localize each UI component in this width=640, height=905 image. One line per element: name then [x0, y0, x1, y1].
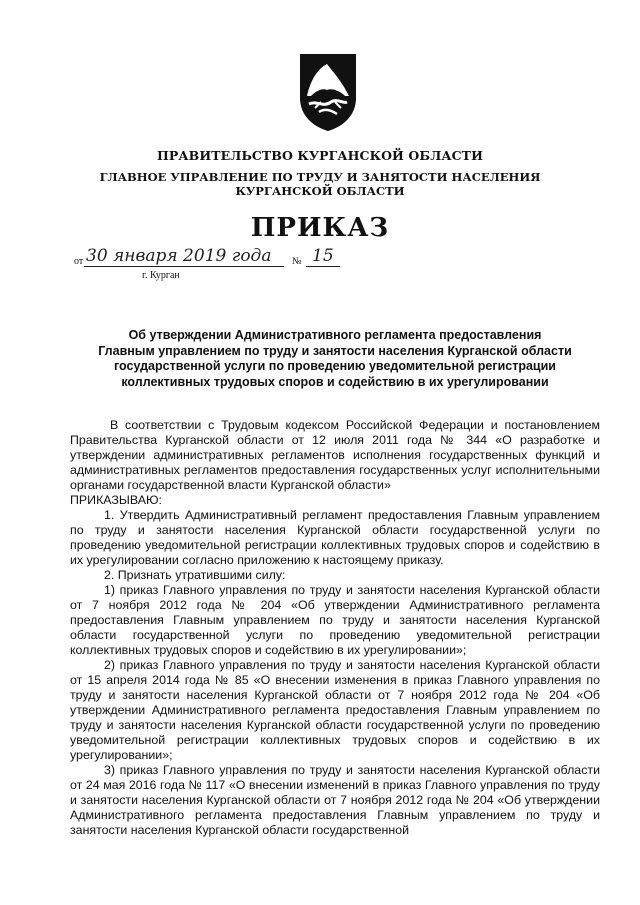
- item-2-paragraph: 2. Признать утратившими силу:: [104, 568, 286, 582]
- handwritten-date: 30 января 2019 года: [86, 246, 272, 266]
- organization-name: ПРАВИТЕЛЬСТВО КУРГАНСКОЙ ОБЛАСТИ: [157, 148, 483, 163]
- item-2-1-paragraph: 1) приказ Главного управления по труду и занятости населения Курганской области от 7 ноября 2012 года № 204 «Об утверждении Административного регламента предоставления Главным управлением по труду и занятости населения Курганской области государственной услуги по проведению уведомительной регистрации коллективных трудовых споров и содействию в их урегулировании»;: [70, 583, 600, 657]
- order-title: [70, 328, 600, 390]
- department-name-line1: ГЛАВНОЕ УПРАВЛЕНИЕ ПО ТРУДУ И ЗАНЯТОСТИ НАСЕЛЕНИЯ: [99, 170, 541, 184]
- item-2-2-paragraph: 2) приказ Главного управления по труду и занятости населения Курганской области от 15 апреля 2014 года № 85 «О внесении изменения в приказ Главного управления по труду и занятости населения Курганской области от 7 ноября 2012 года № 204 «Об утверждении Административного регламента предоставления Главным управлением по труду и занятости населения Курганской области государственной услуги по проведению уведомительной регистрации коллективных трудовых споров и содействию в их урегулировании»;: [70, 658, 600, 762]
- order-title-line4: коллективных трудовых споров и содействию в их урегулировании: [121, 374, 549, 389]
- order-word: ПРИКАЗЫВАЮ:: [70, 493, 162, 507]
- handwritten-number: 15: [312, 246, 334, 266]
- coat-of-arms-icon: [297, 52, 359, 132]
- city-label: г. Курган: [142, 270, 180, 281]
- department-name-line2: КУРГАНСКОЙ ОБЛАСТИ: [235, 184, 405, 198]
- number-label: №: [292, 256, 302, 267]
- date-number-line: [70, 246, 370, 286]
- number-underline: [306, 266, 340, 267]
- order-title-line1: Об утверждении Административного регламента предоставления: [128, 328, 542, 342]
- document-type: ПРИКАЗ: [250, 213, 390, 243]
- order-title-line3: государственной услуги по проведению уведомительной регистрации: [114, 359, 556, 373]
- item-1-paragraph: 1. Утвердить Административный регламент предоставления Главным управлением по труду и занятости населения Курганской области государственной услуги по проведению уведомительной регистрации коллективных трудовых споров и содействию в их урегулировании согласно приложению к настоящему приказу.: [70, 508, 600, 567]
- item-2-3-paragraph: 3) приказ Главного управления по труду и занятости населения Курганской области от 24 мая 2016 года № 117 «О внесении изменений в приказ Главного управления по труду и занятости населения Курганской области от 7 ноября 2012 года № 204 «Об утверждении Административного регламента предоставления Главным управлением по труду и занятости населения Курганской области государственной: [70, 763, 600, 837]
- date-prefix: от: [74, 256, 84, 267]
- preamble-paragraph: В соответствии с Трудовым кодексом Российской Федерации и постановлением Правительства Курганской области от 12 июля 2011 года № 344 «О разработке и утверждении административных регламентов исполнения государственных функций и административных регламентов предоставления государственных услуг исполнительными органами государственной власти Курганской области»: [70, 418, 600, 492]
- date-underline: [84, 266, 284, 267]
- order-title-line2: Главным управлением по труду и занятости населения Курганской области: [98, 343, 572, 358]
- order-body: [70, 418, 600, 838]
- department-name: [0, 170, 640, 198]
